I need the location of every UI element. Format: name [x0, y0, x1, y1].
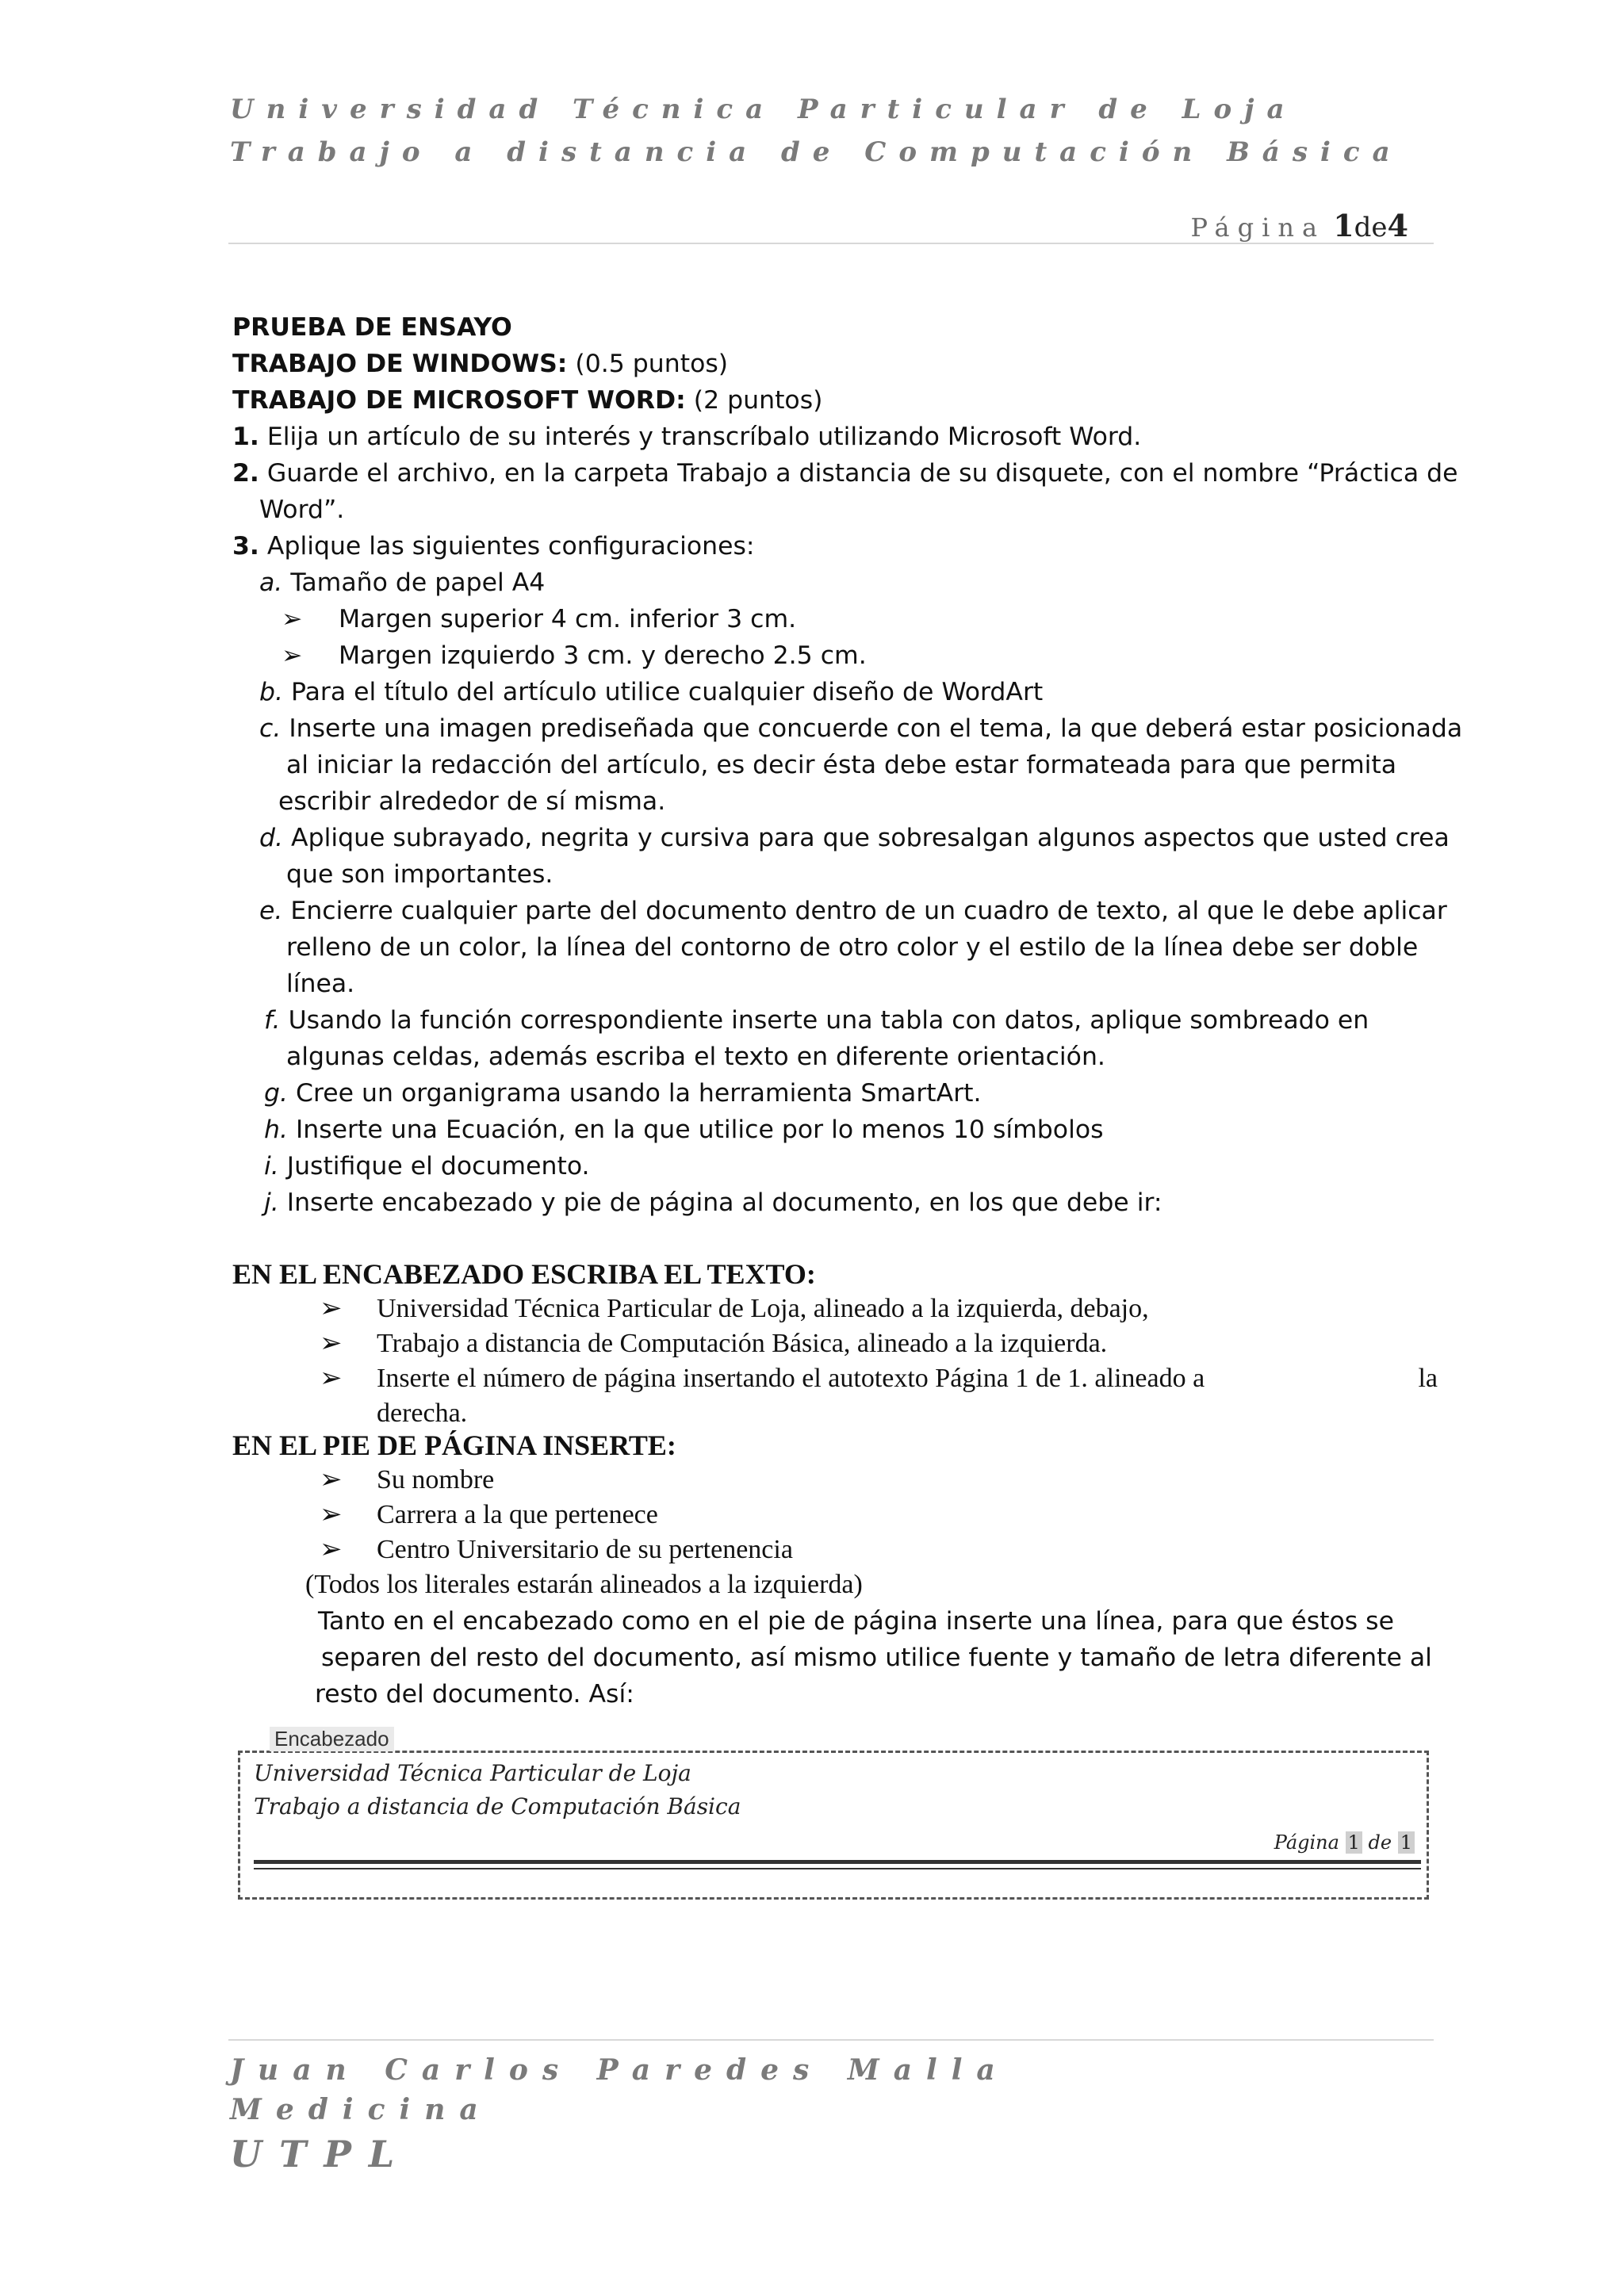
enc-bullet-3: ➢ Inserte el número de página insertando el autotexto Página 1 de 1. alineado a la	[320, 1360, 1438, 1397]
arrow-bullet-icon: ➢	[320, 1465, 343, 1494]
item-e: e. Encierre cualquier parte del documento dentro de un cuadro de texto, al que le debe aplicar	[259, 897, 1447, 925]
arrow-bullet-icon: ➢	[320, 1329, 343, 1358]
pie-bullet-2: ➢ Carrera a la que pertenece	[320, 1497, 658, 1533]
item-e-cont1: relleno de un color, la línea del contorno de otro color y el estilo de la línea debe ser doble	[286, 933, 1419, 962]
sample-thin-rule	[254, 1868, 1421, 1869]
enc-bullet-1: ➢ Universidad Técnica Particular de Loja, alineado a la izquierda, debajo,	[320, 1291, 1149, 1327]
header-rule	[228, 243, 1434, 244]
bullet-margin-side: ➢ Margen izquierdo 3 cm. y derecho 2.5 cm.	[282, 637, 867, 674]
arrow-bullet-icon: ➢	[320, 1364, 343, 1393]
final-line-1: Tanto en el encabezado como en el pie de página inserte una línea, para que éstos se	[318, 1607, 1394, 1636]
header-course: Trabajo a distancia de Computación Básica	[230, 136, 1403, 168]
item-f: f. Usando la función correspondiente inserte una tabla con datos, aplique sombreado en	[264, 1006, 1369, 1035]
sample-line-2: Trabajo a distancia de Computación Básica	[254, 1793, 741, 1820]
arrow-bullet-icon: ➢	[320, 1500, 343, 1529]
footer-name: Juan Carlos Paredes Malla	[230, 2053, 1009, 2087]
page-total: 4	[1387, 208, 1408, 243]
final-line-3: resto del documento. Así:	[315, 1680, 634, 1709]
sample-page-number: Página 1 de 1	[1274, 1831, 1415, 1854]
sample-thick-rule	[254, 1860, 1421, 1864]
item-3: 3. Aplique las siguientes configuraciones:	[232, 532, 755, 561]
item-c-cont1: al iniciar la redacción del artículo, es decir ésta debe estar formateada para que permita	[286, 751, 1397, 779]
enc-bullet-3-cont: derecha.	[377, 1399, 468, 1428]
item-g: g. Cree un organigrama usando la herramienta SmartArt.	[264, 1079, 982, 1108]
sample-tag: Encabezado	[270, 1727, 394, 1751]
footer-center: UTPL	[230, 2133, 412, 2175]
item-c-cont2: escribir alrededor de sí misma.	[278, 787, 666, 816]
sample-line-1: Universidad Técnica Particular de Loja	[254, 1760, 691, 1786]
arrow-bullet-icon: ➢	[320, 1535, 343, 1564]
encabezado-title: EN EL ENCABEZADO ESCRIBA EL TEXTO:	[232, 1258, 816, 1290]
item-1: 1. Elija un artículo de su interés y transcríbalo utilizando Microsoft Word.	[232, 423, 1142, 451]
final-line-2: separen del resto del documento, así mismo utilice fuente y tamaño de letra diferente al	[321, 1644, 1432, 1672]
page-label: Página	[1190, 212, 1326, 243]
bullet-margin-top: ➢ Margen superior 4 cm. inferior 3 cm.	[282, 601, 796, 637]
title-prueba: PRUEBA DE ENSAYO	[232, 313, 512, 342]
item-j: j. Inserte encabezado y pie de página al documento, en los que debe ir:	[264, 1188, 1162, 1217]
enc-bullet-2: ➢ Trabajo a distancia de Computación Básica, alineado a la izquierda.	[320, 1326, 1107, 1362]
pie-bullet-1: ➢ Su nombre	[320, 1462, 494, 1498]
pie-bullet-3: ➢ Centro Universitario de su pertenencia	[320, 1532, 793, 1568]
item-e-cont2: línea.	[286, 970, 355, 998]
item-h: h. Inserte una Ecuación, en la que utilice por lo menos 10 símbolos	[264, 1115, 1104, 1144]
item-d: d. Aplique subrayado, negrita y cursiva para que sobresalgan algunos aspectos que usted crea	[259, 824, 1450, 852]
footer-rule	[228, 2039, 1434, 2041]
item-f-cont: algunas celdas, además escriba el texto en diferente orientación.	[286, 1043, 1105, 1071]
pie-title: EN EL PIE DE PÁGINA INSERTE:	[232, 1429, 676, 1461]
item-b: b. Para el título del artículo utilice cualquier diseño de WordArt	[259, 678, 1044, 706]
header-university: Universidad Técnica Particular de Loja	[230, 94, 1297, 125]
footer-career: Medicina	[230, 2093, 492, 2126]
pie-note: (Todos los literales estarán alineados a la izquierda)	[305, 1570, 863, 1599]
arrow-bullet-icon: ➢	[320, 1294, 343, 1323]
item-2-cont: Word”.	[259, 496, 345, 524]
arrow-bullet-icon: ➢	[282, 605, 303, 633]
item-c: c. Inserte una imagen prediseñada que concuerde con el tema, la que deberá estar posicionada	[259, 714, 1463, 743]
title-word: TRABAJO DE MICROSOFT WORD: (2 puntos)	[232, 386, 823, 415]
header-page-number	[1190, 208, 1408, 243]
item-2: 2. Guarde el archivo, en la carpeta Trabajo a distancia de su disquete, con el nombre “Práctica de	[232, 459, 1458, 488]
page-of: de	[1354, 212, 1388, 243]
arrow-bullet-icon: ➢	[282, 641, 303, 670]
item-d-cont: que son importantes.	[286, 860, 553, 889]
page-current: 1	[1333, 208, 1354, 243]
item-a: a. Tamaño de papel A4	[259, 568, 546, 597]
title-windows: TRABAJO DE WINDOWS: (0.5 puntos)	[232, 350, 729, 378]
item-i: i. Justifique el documento.	[264, 1152, 590, 1181]
sample-header-figure	[238, 1727, 1427, 1900]
